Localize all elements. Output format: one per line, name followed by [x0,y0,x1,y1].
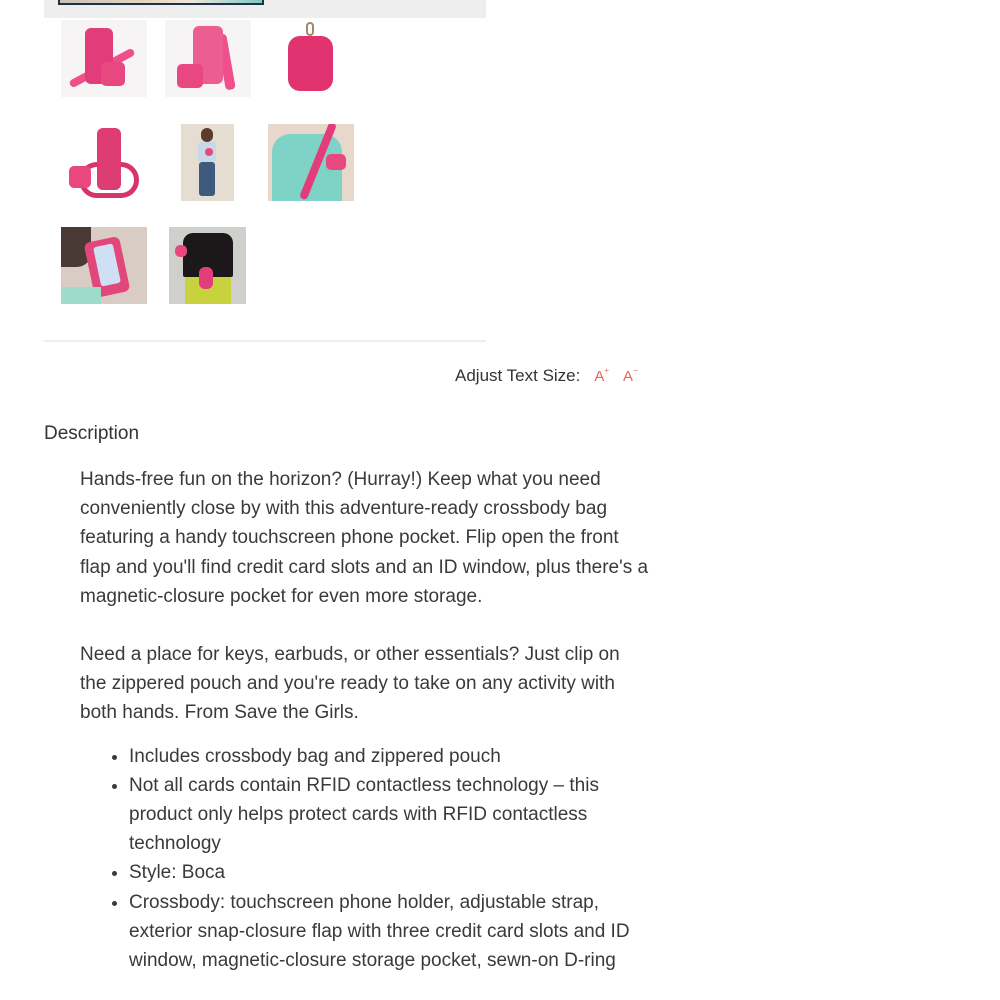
increase-text-a: A [594,368,605,385]
adjust-text-size-label: Adjust Text Size: [455,366,581,385]
clip-icon [306,22,314,36]
person-jeans [199,162,215,196]
feature-item: • Includes crossbody bag and zippered pouch [129,742,650,771]
bag-shape [199,267,213,289]
thumbnail-4[interactable] [61,124,147,201]
pouch-shape [69,166,91,188]
pouch-shape [101,62,125,86]
pouch-shape [205,148,213,156]
section-divider [44,340,486,342]
thumbnail-8[interactable] [169,227,246,304]
decrease-text-size-button[interactable] [623,368,638,385]
feature-list [80,742,650,976]
thumbnail-5[interactable] [181,124,234,201]
description-paragraph-1: Hands-free fun on the horizon? (Hurray!) Keep what you need conveniently close by with this adventure-ready crossbody bag featuring a handy touchscreen phone pocket. Flip open the front flap and you'll find credit card slots and an ID window, plus there's a magnetic-closure pocket for even more storage. [80,469,649,607]
adjust-text-size [455,366,638,386]
thumbnail-2[interactable] [165,20,251,97]
main-product-image[interactable] [58,0,264,5]
person-head [201,128,213,142]
thumbnail-6[interactable] [268,124,354,201]
increase-text-size-button[interactable] [594,368,609,385]
thumbnail-3[interactable] [268,20,354,97]
feature-item: • Style: Boca [129,858,650,887]
feature-item: • Not all cards contain RFID contactless technology – this product only helps protect cards with RFID contactless technology [129,771,650,859]
thumbnail-1[interactable] [61,20,147,97]
person-shirt [61,287,101,304]
description-body [80,465,650,975]
description-paragraph-2: Need a place for keys, earbuds, or other essentials? Just clip on the zippered pouch and you're ready to take on any activity with both hands. From Save the Girls. [80,644,620,724]
pouch-shape [288,36,333,91]
pouch-shape [175,245,187,257]
plus-icon: + [604,366,610,375]
pouch-shape [177,64,203,88]
thumbnail-7[interactable] [61,227,147,304]
minus-icon: − [633,366,638,375]
bag-shape [97,128,121,190]
feature-item: • Crossbody: touchscreen phone holder, adjustable strap, exterior snap-closure flap with three credit card slots and ID window, magnetic-closure storage pocket, sewn-on D-ring [129,888,650,976]
pouch-shape [326,154,346,170]
decrease-text-a: A [623,368,634,385]
description-heading: Description [44,423,140,444]
